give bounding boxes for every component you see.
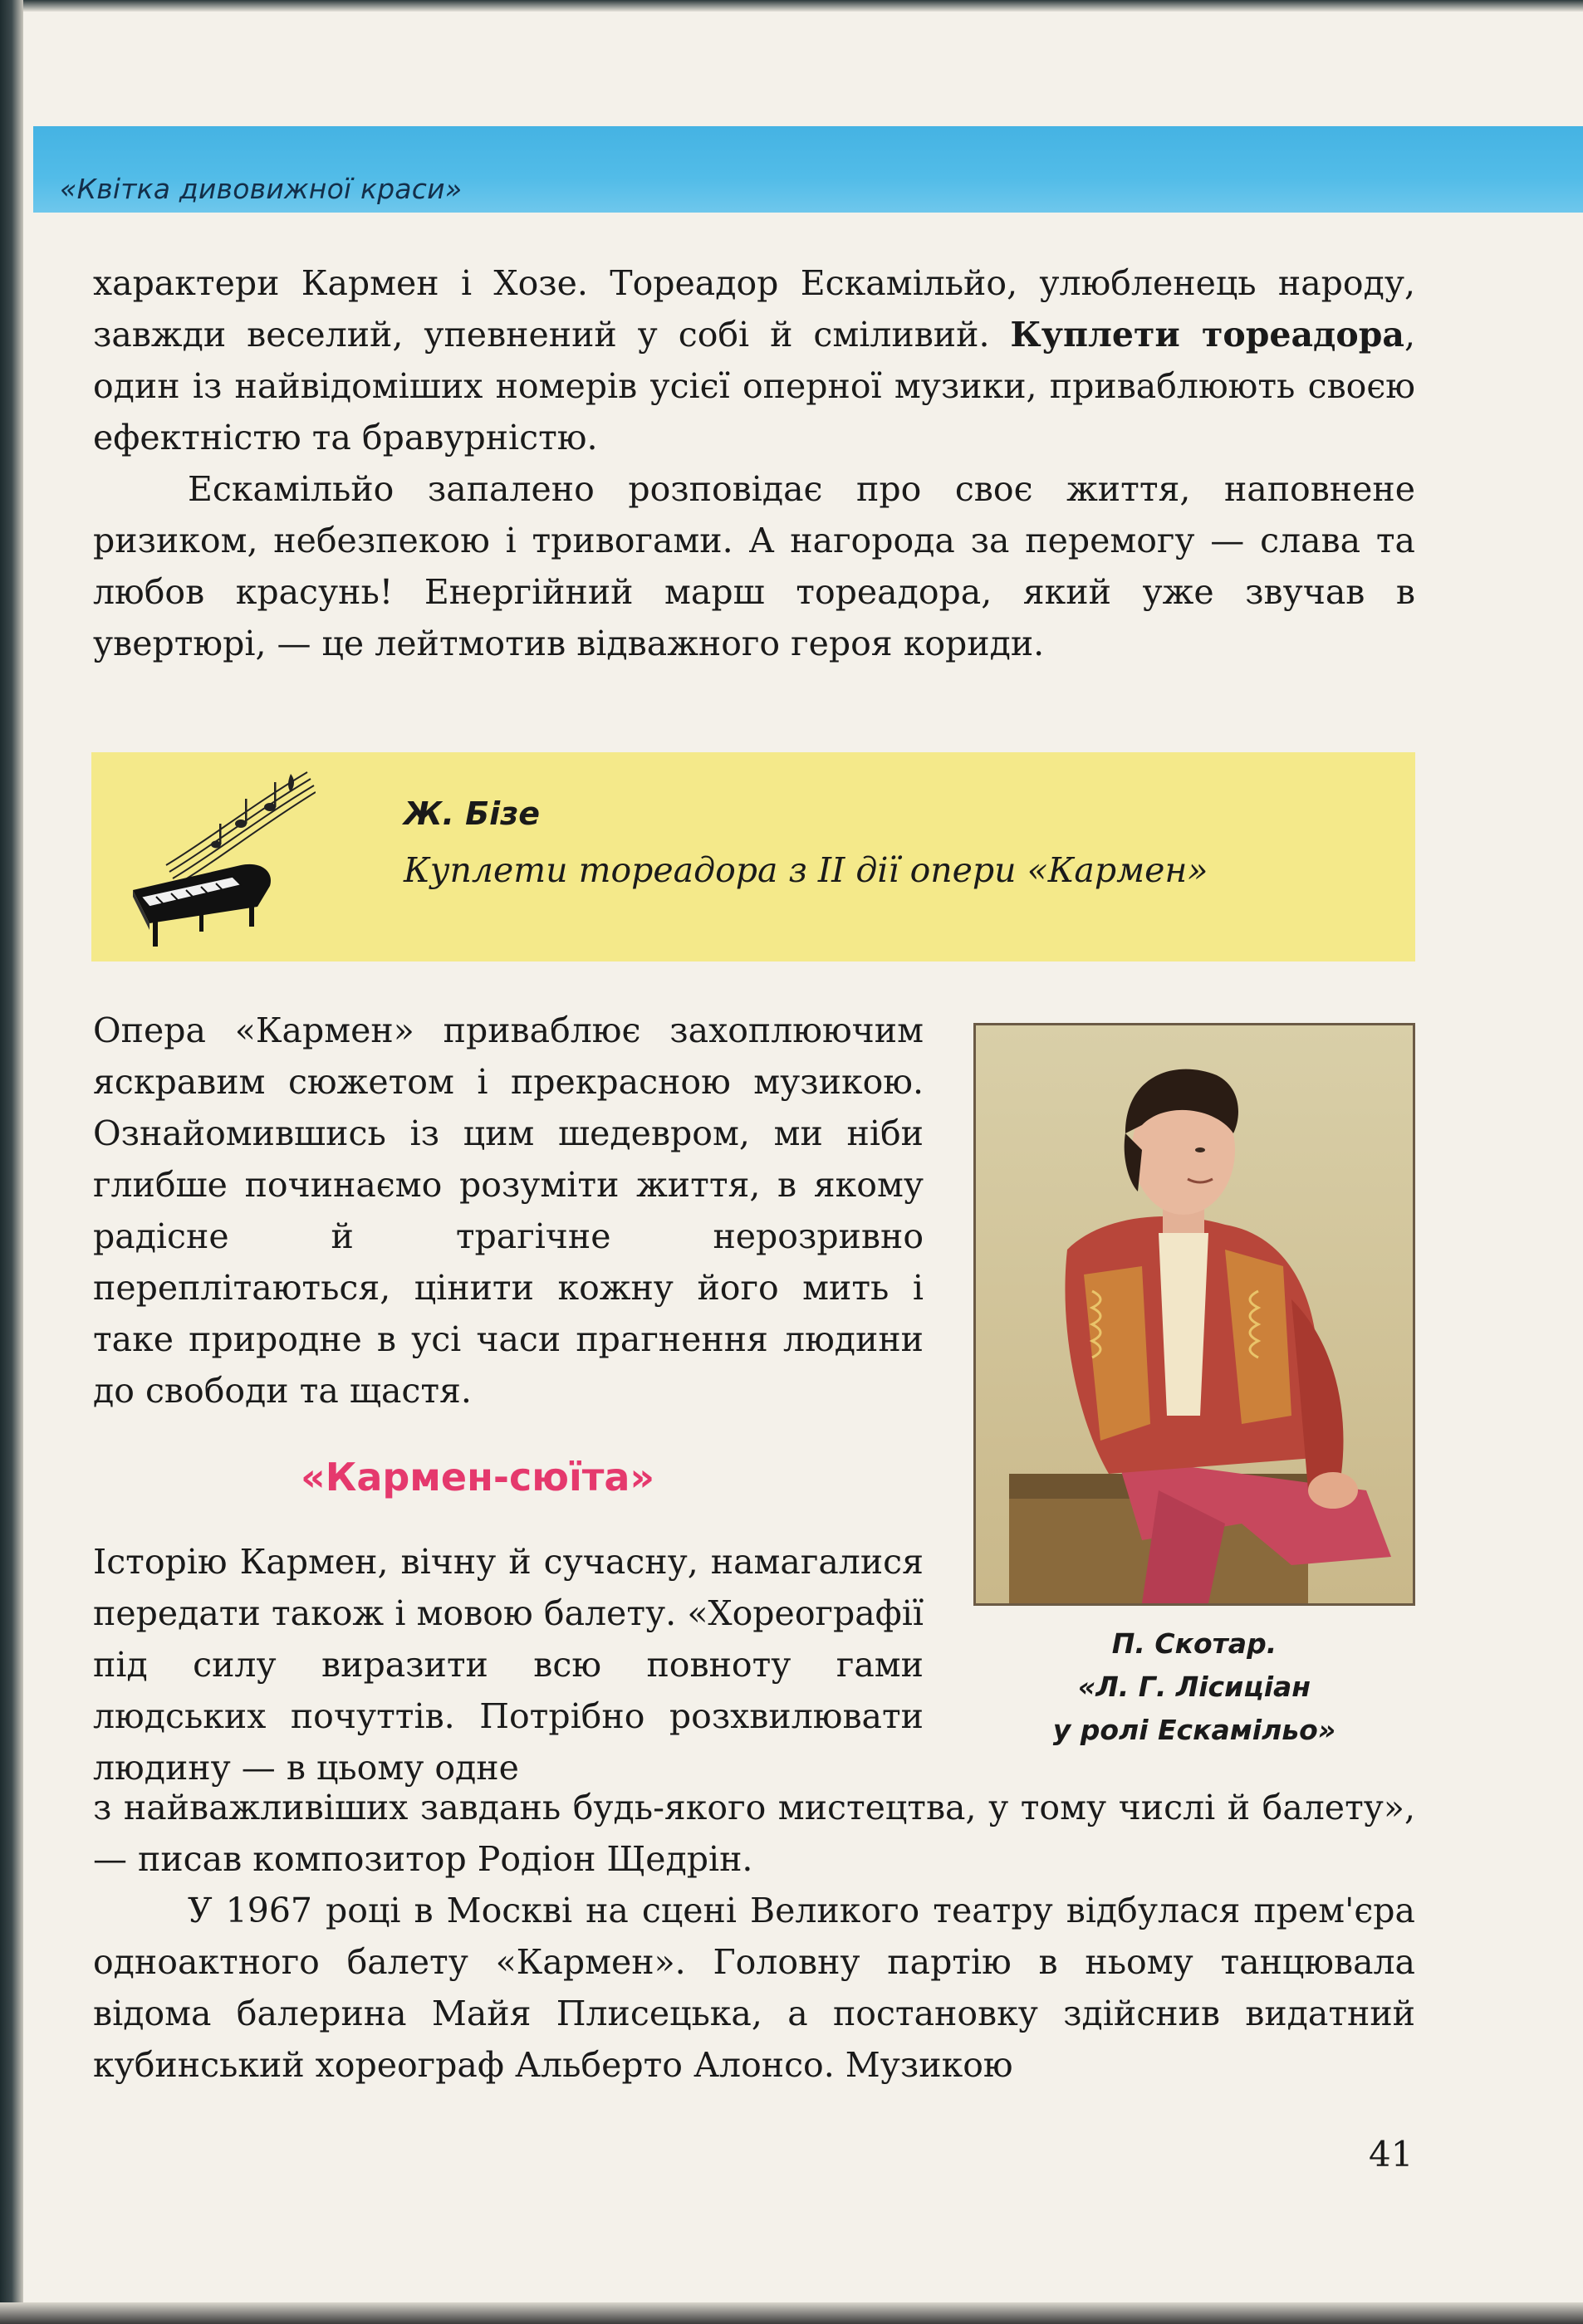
page-top-edge (0, 0, 1583, 12)
caption-line-3: у ролі Ескамільо» (1052, 1714, 1336, 1746)
piano-music-icon (116, 766, 316, 948)
paragraph-4-text: Історію Кармен, вічну й сучасну, намагалися передати також і мовою балету. «Хореографії під силу виразити всю повноту гами людських почуттів. Потрібно розхвилювати людину — в цьому одне (93, 1542, 924, 1788)
section-heading: «Кармен-сюїта» (301, 1455, 655, 1500)
figure-caption (973, 1622, 1415, 1752)
page-bottom-edge (0, 2302, 1583, 2324)
caption-line-2: «Л. Г. Лісиціан (1077, 1671, 1311, 1703)
portrait-image (973, 1023, 1415, 1606)
paragraph-2-text: Ескамільйо запалено розповідає про своє життя, наповнене ризиком, небезпекою і тривогами. А нагорода за перемогу — слава та любов красунь! Енергійний марш тореадора, який уже звучав в увертюрі, — це лейтмотив відважного героя кориди. (93, 469, 1415, 663)
paragraph-5-text: з найважливіших завдань будь-якого мистецтва, у тому числі й балету», — писав композитор Родіон Щедрін. (93, 1788, 1415, 1879)
paragraph-5 (93, 1782, 1415, 1885)
caption-line-1: П. Скотар. (1111, 1627, 1277, 1660)
paragraph-6 (93, 1885, 1415, 2091)
listening-composer: Ж. Бізе (404, 795, 541, 832)
listening-work-title: Куплети тореадора з ІІ дії опери «Кармен» (404, 850, 1208, 890)
page-number: 41 (1369, 2134, 1414, 2175)
toreador-portrait-illustration (976, 1025, 1413, 1603)
paragraph-6-text: У 1967 році в Москві на сцені Великого театру відбулася прем'єра одноактного балету «Кармен». Головну партію в ньому танцювала відома балерина Майя Плисецька, а постановку здійснив видатний кубинський хореограф Альберто Алонсо. Музикою (93, 1891, 1415, 2085)
paragraph-1-bold: Куплети тореадора (1010, 315, 1404, 355)
paragraph-1 (93, 257, 1415, 463)
section-title: «Квітка дивовижної краси» (60, 173, 463, 205)
paragraph-2 (93, 463, 1415, 669)
page-left-edge (0, 0, 23, 2324)
paragraph-3 (93, 1005, 924, 1416)
paragraph-4 (93, 1536, 924, 1793)
paragraph-1-text-a: характери Кармен і Хозе. Тореадор Ескамільйо, улюбленець народу, завжди веселий, упевнений у собі й сміливий. (93, 263, 1415, 355)
paragraph-3-text: Опера «Кармен» приваблює захоплюючим яскравим сюжетом і прекрасною музикою. Ознайомившись із цим шедевром, ми ніби глибше починаємо розуміти життя, в якому радісне й трагічне нерозривно переплітаються, цінити кожну його мить і таке природне в усі часи прагнення людини до свободи та щастя. (93, 1010, 924, 1411)
paragraph-1-text-b: , один із найвідоміших номерів усієї оперної музики, приваблюють своєю ефектністю та бравурністю. (93, 315, 1415, 457)
